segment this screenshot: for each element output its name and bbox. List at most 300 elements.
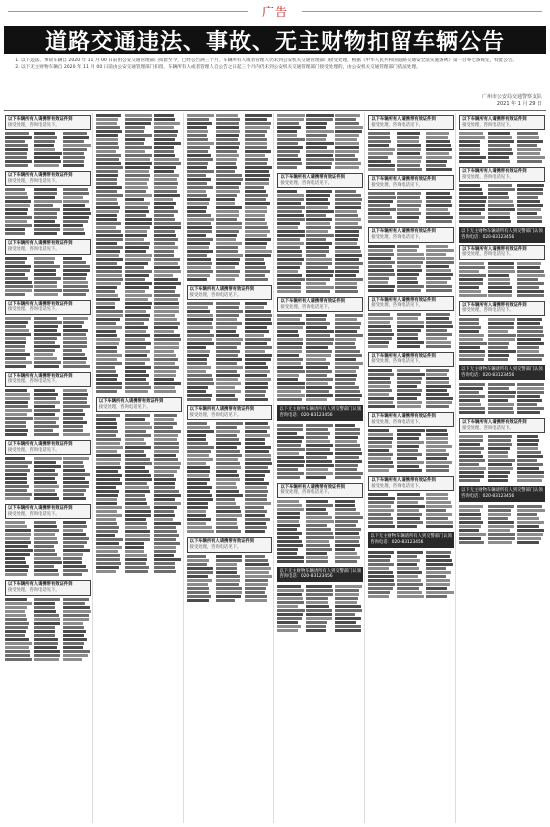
plate-entry <box>335 210 356 213</box>
plate-entry <box>96 266 122 269</box>
plate-list <box>367 244 455 294</box>
plate-entry <box>187 454 210 457</box>
plate-entry <box>216 302 240 305</box>
plate-entry <box>5 265 31 268</box>
plate-entry <box>306 362 330 365</box>
plate-entry <box>459 188 482 191</box>
plate-entry <box>459 399 480 402</box>
plate-entry <box>216 314 239 317</box>
plate-entry <box>459 326 481 329</box>
plate-entry <box>335 504 355 507</box>
plate-entry <box>277 334 299 337</box>
plate-entry <box>426 148 452 151</box>
plate-entry <box>125 250 147 253</box>
plate-entry <box>216 342 242 345</box>
plate-entry <box>216 518 237 521</box>
plate-entry <box>245 390 267 393</box>
plate-entry <box>154 414 178 417</box>
plate-entry <box>517 529 544 532</box>
plate-entry <box>245 270 271 273</box>
plate-entry <box>187 370 207 373</box>
plate-entry <box>187 250 213 253</box>
plate-entry <box>154 378 174 381</box>
plate-entry <box>245 250 273 253</box>
plate-entry <box>5 216 32 219</box>
plate-entry <box>34 405 55 408</box>
plate-entry <box>368 321 390 324</box>
plate-entry <box>277 238 300 241</box>
plate-entry <box>459 196 487 199</box>
plate-entry <box>96 246 123 249</box>
plate-entry <box>125 274 149 277</box>
plate-entry <box>216 486 238 489</box>
plate-entry <box>96 186 122 189</box>
plate-entry <box>5 497 30 500</box>
notice-box <box>459 301 545 316</box>
plate-entry <box>397 160 421 163</box>
plate-entry <box>96 418 116 421</box>
plate-entry <box>154 478 176 481</box>
plate-entry <box>306 432 330 435</box>
plate-entry <box>5 537 30 540</box>
plate-entry <box>488 290 512 293</box>
plate-entry <box>397 575 418 578</box>
plate-entry <box>517 220 542 223</box>
plate-entry <box>517 541 539 544</box>
plate-entry <box>306 354 330 357</box>
plate-entry <box>34 220 55 223</box>
plate-entry <box>216 202 236 205</box>
plate-entry <box>187 510 207 513</box>
plate-entry <box>216 306 239 309</box>
plate-entry <box>216 446 238 449</box>
plate-entry <box>125 546 145 549</box>
plate-list <box>276 499 364 565</box>
plate-entry <box>34 337 57 340</box>
plate-entry <box>63 341 87 344</box>
plate-entry <box>245 526 267 529</box>
plate-entry <box>335 358 356 361</box>
plate-entry <box>154 330 175 333</box>
plate-entry <box>187 254 207 257</box>
plate-entry <box>277 378 298 381</box>
plate-entry <box>154 254 174 257</box>
notice-box <box>277 173 363 188</box>
plate-entry <box>335 386 358 389</box>
plate-entry <box>154 526 176 529</box>
plate-entry <box>125 190 146 193</box>
plate-entry <box>63 196 83 199</box>
notice-heading: 以下车辆所有人请携带有效证件到 <box>189 407 255 413</box>
plate-entry <box>426 441 448 444</box>
plate-entry <box>216 230 240 233</box>
plate-entry <box>459 334 484 337</box>
plate-entry <box>306 621 326 624</box>
plate-entry <box>426 136 448 139</box>
plate-entry <box>125 562 146 565</box>
plate-entry <box>96 490 119 493</box>
plate-entry <box>335 262 363 265</box>
plate-entry <box>63 357 88 360</box>
plate-entry <box>277 342 302 345</box>
plate-entry <box>5 204 30 207</box>
plate-entry <box>96 330 116 333</box>
plate-entry <box>5 541 31 544</box>
notice-body: 接受处理，咨询电话见下。 <box>8 122 60 128</box>
plate-entry <box>306 234 334 237</box>
plate-entry <box>277 617 302 620</box>
plate-entry <box>459 278 483 281</box>
plate-entry <box>306 625 326 628</box>
plate-entry <box>368 449 389 452</box>
dark-notice-body: 咨询电话：020-83123456 <box>279 574 333 580</box>
plate-entry <box>277 246 300 249</box>
plate-entry <box>277 198 304 201</box>
plate-entry <box>245 567 272 570</box>
plate-entry <box>34 429 54 432</box>
plate-entry <box>397 325 424 328</box>
plate-entry <box>245 362 267 365</box>
plate-entry <box>306 378 333 381</box>
plate-entry <box>368 200 393 203</box>
plate-entry <box>277 286 301 289</box>
plate-entry <box>34 397 56 400</box>
plate-entry <box>488 200 513 203</box>
plate-entry <box>335 424 355 427</box>
plate-entry <box>488 156 509 159</box>
plate-entry <box>397 445 419 448</box>
plate-entry <box>306 142 333 145</box>
plate-entry <box>63 465 84 468</box>
plate-entry <box>306 154 332 157</box>
plate-entry <box>517 525 539 528</box>
plate-entry <box>216 506 241 509</box>
plate-entry <box>306 318 326 321</box>
plate-entry <box>216 522 238 525</box>
plate-entry <box>517 208 541 211</box>
plate-entry <box>277 629 297 632</box>
plate-entry <box>277 440 301 443</box>
notice-box <box>368 476 454 491</box>
notice-heading: 以下车辆所有人请携带有效证件到 <box>280 299 345 305</box>
plate-entry <box>306 593 333 596</box>
plate-entry <box>154 282 181 285</box>
plate-entry <box>245 242 267 245</box>
plate-entry <box>5 329 29 332</box>
plate-entry <box>368 148 395 151</box>
plate-entry <box>306 330 333 333</box>
plate-entry <box>277 468 297 471</box>
plate-entry <box>5 630 26 633</box>
plate-entry <box>154 118 175 121</box>
plate-entry <box>488 160 510 163</box>
plate-entry <box>216 575 240 578</box>
plate-entry <box>488 479 508 482</box>
plate-entry <box>63 489 86 492</box>
plate-entry <box>306 118 333 121</box>
plate-entry <box>154 174 180 177</box>
title-banner <box>4 26 546 54</box>
plate-entry <box>426 261 454 264</box>
plate-entry <box>488 399 508 402</box>
plate-entry <box>459 350 484 353</box>
plate-entry <box>277 134 297 137</box>
plate-entry <box>397 281 417 284</box>
plate-entry <box>34 216 57 219</box>
plate-entry <box>154 206 174 209</box>
plate-entry <box>96 202 118 205</box>
plate-entry <box>63 349 83 352</box>
plate-entry <box>5 321 28 324</box>
plate-entry <box>5 465 28 468</box>
plate-entry <box>187 150 209 153</box>
plate-entry <box>368 144 389 147</box>
plate-entry <box>5 140 25 143</box>
plate-entry <box>187 434 207 437</box>
plate-entry <box>335 338 355 341</box>
plate-entry <box>63 614 89 617</box>
plate-entry <box>368 555 391 558</box>
plate-entry <box>96 494 118 497</box>
plate-entry <box>245 366 268 369</box>
plate-entry <box>306 274 333 277</box>
plate-entry <box>125 462 152 465</box>
plate-entry <box>5 401 28 404</box>
plate-entry <box>34 457 62 460</box>
plate-entry <box>245 394 265 397</box>
plate-entry <box>187 474 210 477</box>
plate-entry <box>335 150 359 153</box>
plate-entry <box>125 266 145 269</box>
plate-entry <box>96 262 117 265</box>
plate-entry <box>245 218 265 221</box>
plate-entry <box>426 385 450 388</box>
plate-entry <box>277 601 304 604</box>
plate-entry <box>368 281 388 284</box>
plate-entry <box>125 342 152 345</box>
plate-entry <box>245 118 267 121</box>
plate-entry <box>426 469 449 472</box>
plate-list <box>458 382 546 416</box>
plate-entry <box>245 555 265 558</box>
plate-entry <box>187 394 212 397</box>
plate-entry <box>459 451 481 454</box>
plate-entry <box>488 208 515 211</box>
plate-entry <box>154 542 180 545</box>
plate-entry <box>306 374 327 377</box>
plate-entry <box>245 599 268 602</box>
plate-entry <box>63 481 89 484</box>
plate-entry <box>216 398 238 401</box>
plate-entry <box>368 405 395 408</box>
plate-entry <box>368 257 390 260</box>
plate-entry <box>335 528 361 531</box>
plate-entry <box>125 310 147 313</box>
plate-entry <box>335 206 361 209</box>
plate-entry <box>34 345 60 348</box>
plate-entry <box>63 565 86 568</box>
plate-entry <box>96 230 121 233</box>
plate-entry <box>96 566 119 569</box>
plate-entry <box>459 475 484 478</box>
plate-entry <box>125 446 151 449</box>
plate-entry <box>187 258 212 261</box>
plate-entry <box>488 212 510 215</box>
plate-entry <box>34 196 56 199</box>
plate-entry <box>154 322 180 325</box>
plate-entry <box>306 556 327 559</box>
plate-entry <box>216 234 237 237</box>
notice-heading: 以下车辆所有人请携带有效证件到 <box>371 229 436 235</box>
plate-entry <box>245 134 265 137</box>
plate-entry <box>306 540 329 543</box>
plate-entry <box>63 144 91 147</box>
plate-entry <box>187 238 213 241</box>
plate-entry <box>5 212 27 215</box>
plate-entry <box>216 218 237 221</box>
plate-entry <box>245 198 266 201</box>
plate-entry <box>34 269 56 272</box>
intro-paragraph-1: 1. 以下违法、事故车辆自 2020 年 11 月 00 日前由公安交通管理部门扣留至今，已经公告满三个月，车辆所有人或者管理人仍未到公安机关交通管理部门接受处理，根据《中华人民共和国道路交通安全法实施条例》第一百零七条规定，特此公告。 <box>15 58 518 63</box>
notice-box <box>5 300 91 315</box>
plate-entry <box>154 494 181 497</box>
plate-entry <box>34 152 62 155</box>
plate-entry <box>426 437 448 440</box>
plate-entry <box>5 634 25 637</box>
plate-entry <box>63 602 85 605</box>
plate-entry <box>488 463 512 466</box>
plate-entry <box>245 142 267 145</box>
plate-entry <box>368 132 389 135</box>
plate-entry <box>277 589 304 592</box>
plate-entry <box>96 358 117 361</box>
plate-entry <box>63 598 89 601</box>
plate-entry <box>426 579 450 582</box>
plate-entry <box>187 302 214 305</box>
plate-entry <box>125 294 152 297</box>
plate-entry <box>459 509 480 512</box>
plate-entry <box>5 561 26 564</box>
plate-entry <box>125 466 145 469</box>
plate-entry <box>306 436 327 439</box>
plate-entry <box>426 433 448 436</box>
plate-entry <box>426 289 452 292</box>
plate-entry <box>187 446 214 449</box>
plate-entry <box>306 548 331 551</box>
plate-entry <box>397 140 419 143</box>
plate-entry <box>154 294 181 297</box>
plate-entry <box>277 460 304 463</box>
plate-entry <box>125 558 147 561</box>
plate-entry <box>397 285 423 288</box>
plate-entry <box>216 254 243 257</box>
plate-entry <box>397 245 419 248</box>
plate-entry <box>368 208 396 211</box>
plate-entry <box>335 374 357 377</box>
plate-entry <box>96 450 117 453</box>
plate-entry <box>517 435 538 438</box>
plate-entry <box>5 429 28 432</box>
plate-entry <box>459 204 484 207</box>
plate-entry <box>245 318 272 321</box>
plate-entry <box>216 134 240 137</box>
plate-entry <box>368 445 392 448</box>
plate-entry <box>517 196 538 199</box>
notice-box <box>368 115 454 130</box>
dark-notice-heading: 以下无主财物车辆请所有人到交警部门认领 <box>461 229 543 235</box>
plate-entry <box>277 130 297 133</box>
plate-entry <box>459 435 483 438</box>
plate-entry <box>277 540 301 543</box>
plate-entry <box>96 286 117 289</box>
plate-entry <box>34 469 56 472</box>
plate-entry <box>397 405 420 408</box>
plate-entry <box>96 302 116 305</box>
plate-entry <box>277 390 300 393</box>
plate-entry <box>426 465 448 468</box>
plate-entry <box>335 609 361 612</box>
plate-entry <box>63 365 90 368</box>
notice-box <box>5 239 91 254</box>
plate-entry <box>245 210 267 213</box>
plate-entry <box>397 551 423 554</box>
plate-entry <box>5 409 32 412</box>
plate-entry <box>125 542 145 545</box>
dark-notice-box <box>459 486 545 501</box>
plate-entry <box>459 533 486 536</box>
plate-entry <box>154 530 177 533</box>
plate-listing-grid <box>4 113 546 823</box>
plate-entry <box>187 122 212 125</box>
plate-entry <box>277 597 303 600</box>
plate-entry <box>368 212 390 215</box>
plate-entry <box>63 485 89 488</box>
plate-entry <box>216 394 236 397</box>
plate-entry <box>335 118 356 121</box>
plate-entry <box>517 533 543 536</box>
plate-entry <box>459 192 483 195</box>
plate-entry <box>216 262 239 265</box>
plate-entry <box>488 282 510 285</box>
plate-entry <box>426 397 453 400</box>
plate-entry <box>335 346 355 349</box>
plate-entry <box>5 553 30 556</box>
plate-entry <box>335 436 358 439</box>
plate-entry <box>125 234 147 237</box>
plate-entry <box>488 354 509 357</box>
plate-entry <box>125 262 148 265</box>
plate-entry <box>306 350 332 353</box>
plate-entry <box>306 222 330 225</box>
plate-entry <box>187 494 212 497</box>
plate-entry <box>34 341 56 344</box>
plate-entry <box>426 196 451 199</box>
plate-entry <box>397 253 424 256</box>
plate-entry <box>397 525 417 528</box>
plate-entry <box>397 497 423 500</box>
plate-entry <box>187 559 209 562</box>
plate-entry <box>306 226 330 229</box>
plate-entry <box>245 226 269 229</box>
plate-entry <box>96 322 116 325</box>
plate-entry <box>426 509 446 512</box>
plate-entry <box>306 146 326 149</box>
plate-entry <box>245 583 268 586</box>
plate-entry <box>245 530 266 533</box>
plate-entry <box>187 599 209 602</box>
plate-entry <box>277 516 299 519</box>
plate-entry <box>63 317 88 320</box>
